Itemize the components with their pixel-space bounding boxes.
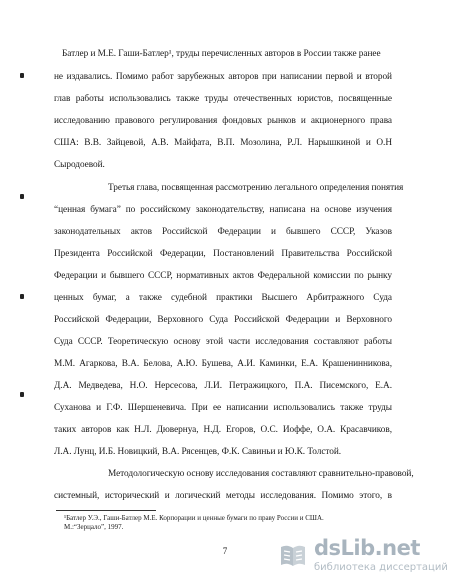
body-line: М.М. Агаркова, В.А. Белова, А.Ю. Бушева, А.И. Каминки, Е.А. Крашенинникова, [54,359,392,369]
body-line: не издавались. Помимо работ зарубежных авторов при написании первой и второй [54,72,392,82]
body-line: Суда СССР. Теоретическую основу этой части исследования составляют работы [54,337,392,347]
footnote-line: ¹Батлер У.Э., Гаши-Батлер М.Е. Корпорации и ценные бумаги по праву России и США. [64,514,324,522]
body-line: Президента Российской Федерации, Постановлений Правительства Российской [54,249,392,259]
body-line: системный, исторический и логический методы исследования. Помимо этого, в [54,491,392,501]
paragraph-start: Методологическую основу исследования составляют сравнительно-правовой, [108,469,414,479]
body-line: Российской Федерации, Верховного Суда Российской Федерации и Верховного [54,315,392,325]
body-line: Федерации и бывшего СССР, нормативных актов Федеральной комиссии по рынку [54,271,392,281]
body-line: Д.А. Медведева, Н.О. Нерсесова, Л.И. Петражицкого, П.А. Писемского, Е.А. [54,381,392,391]
scan-mark [20,294,24,299]
watermark [278,536,448,576]
body-line: Л.А. Лунц, И.Б. Новицкий, В.А. Рясенцев, Ф.К. Савиньи и Ю.К. Толстой. [54,447,342,457]
watermark-subtitle: библиотека диссертаций [314,562,448,573]
footnote-divider [56,510,156,511]
scan-mark [20,73,24,78]
scan-mark [20,392,24,397]
body-line: глав работы использовались также труды отечественных юристов, посвященные [54,94,392,104]
body-line: таких авторов как Н.Л. Дювернуа, Н.Д. Егоров, О.С. Иоффе, О.А. Красавчиков, [54,425,392,435]
body-line: законодательных актов Российской Федерации и бывшего СССР, Указов [54,227,392,237]
body-line: ценных бумаг, а также судебной практики Высшего Арбитражного Суда [54,293,392,303]
page-number: 7 [222,546,228,556]
book-icon [278,540,308,570]
body-line: США: В.В. Зайцевой, А.В. Майфата, В.П. Мозолина, Р.Л. Нарышкиной и О.Н [54,138,392,148]
footnote-line: М.:“Зерцало”, 1997. [64,523,124,531]
watermark-brand: dsLib.net [314,536,420,560]
body-line: исследованию правового регулирования фондовых рынков и акционерного права [54,116,392,126]
body-line: Суханова и Г.Ф. Шершеневича. При ее написании использовались также труды [54,403,392,413]
body-line: Сыродоевой. [54,160,105,170]
scan-mark [20,194,24,199]
body-line: Батлер и М.Е. Гаши-Батлер¹, труды перечисленных авторов в России также ранее [62,49,381,59]
body-line: “ценная бумага” по российскому законодательству, написана на основе изучения [54,205,392,215]
paragraph-start: Третья глава, посвященная рассмотрению легального определения понятия [108,183,404,193]
